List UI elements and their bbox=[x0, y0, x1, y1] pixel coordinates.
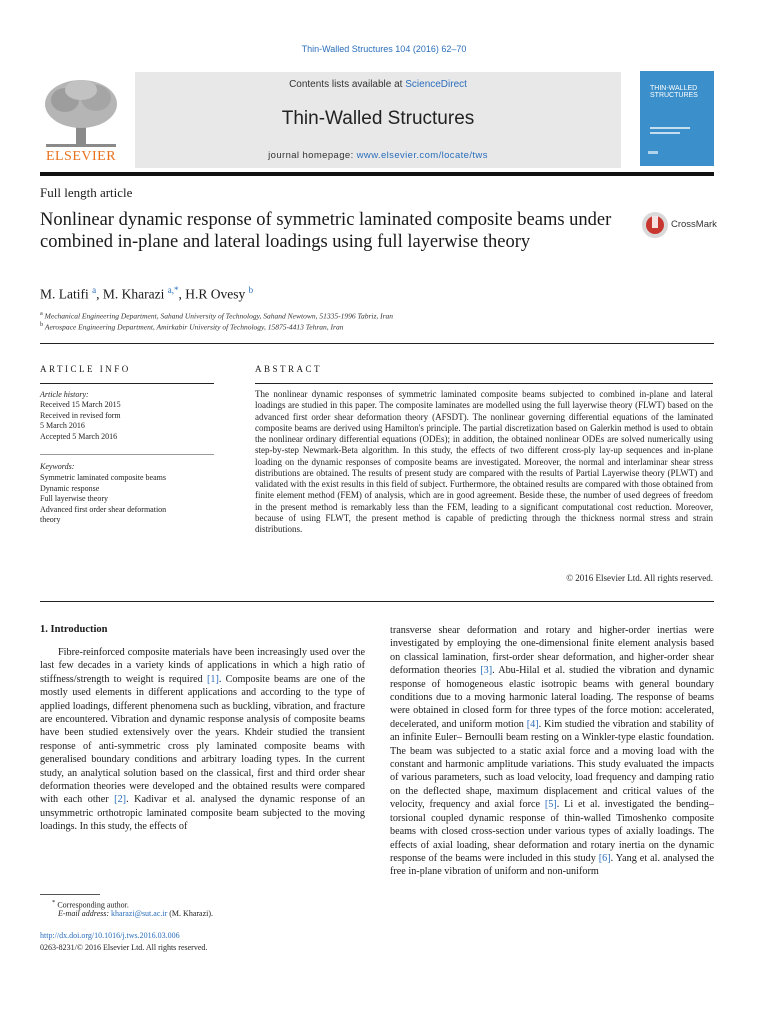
email-note bbox=[58, 909, 213, 918]
divider bbox=[40, 383, 214, 384]
keyword: Dynamic response bbox=[40, 483, 100, 493]
affiliation-text: Mechanical Engineering Department, Sahand University of Technology, Sahand Newtown, 51335-1996 Tabriz, Iran bbox=[44, 311, 394, 321]
sciencedirect-link[interactable]: ScienceDirect bbox=[405, 79, 467, 90]
article-title: Nonlinear dynamic response of symmetric laminated composite beams under combined in-plane and lateral loadings using full layerwise theory bbox=[40, 210, 612, 252]
divider bbox=[40, 454, 214, 455]
reference-link[interactable]: [2] bbox=[114, 794, 127, 806]
history-label: Article history: bbox=[40, 390, 89, 399]
section-heading: 1. Introduction bbox=[40, 624, 108, 635]
affiliation bbox=[40, 310, 393, 321]
article-type: Full length article bbox=[40, 185, 133, 200]
affiliation-mark: b bbox=[40, 321, 44, 328]
journal-name: Thin-Walled Structures bbox=[281, 108, 475, 129]
article-info-heading: ARTICLE INFO bbox=[40, 364, 131, 374]
divider bbox=[255, 383, 713, 384]
author-affiliation-mark[interactable]: a,* bbox=[167, 285, 179, 295]
journal-citation[interactable]: Thin-Walled Structures 104 (2016) 62–70 bbox=[301, 44, 467, 54]
author-name[interactable]: M. Latifi bbox=[40, 286, 89, 302]
keyword: Full layerwise theory bbox=[40, 494, 108, 503]
keyword: theory bbox=[40, 515, 61, 524]
history-item: Accepted 5 March 2016 bbox=[40, 431, 118, 441]
abstract-heading: ABSTRACT bbox=[255, 364, 323, 374]
contents-line bbox=[135, 79, 621, 90]
keywords-label: Keywords: bbox=[40, 462, 75, 471]
email-suffix: (M. Kharazi). bbox=[167, 909, 214, 918]
homepage-prefix: journal homepage: bbox=[268, 150, 357, 161]
affiliation bbox=[40, 321, 343, 332]
body-text: Fibre-reinforced composite materials have been increasingly used over the last few decades in a variety kinds of applications in which a high ratio of stiffness/strength to weight is required bbox=[40, 647, 365, 685]
author-affiliation-mark[interactable]: a bbox=[92, 285, 97, 295]
corresponding-label: Corresponding author. bbox=[57, 900, 129, 910]
crossmark-label: CrossMark bbox=[671, 219, 717, 230]
journal-cover-thumbnail[interactable] bbox=[640, 71, 714, 166]
cover-logo-mark bbox=[648, 151, 658, 154]
reference-link[interactable]: [1] bbox=[206, 673, 219, 685]
publisher-name: ELSEVIER bbox=[45, 149, 117, 164]
author-list: M. Latifi $^a$, M. Kharazi $^{a,*}$, H.R Ovesy $^b$ bbox=[40, 285, 254, 302]
intro-left-column bbox=[40, 646, 365, 834]
history-item: 5 March 2016 bbox=[40, 421, 85, 430]
crossmark-icon bbox=[640, 210, 670, 240]
history-item: Received in revised form bbox=[40, 410, 121, 420]
author-affiliation-mark[interactable]: b bbox=[248, 285, 254, 295]
body-text: . Kim studied the vibration and stability of an infinite Euler– Bernoulli beam resting on a Winkler-type elastic foundation. The beam was subjected to a static axial force and a moving load with the constant and harmonic amplitude variations. This study evaluated the impacts of various parameters, such as load velocity, load frequency and damping ratio on the deflected shape, maximum displacement and critical values of the velocity, frequency and axial force bbox=[390, 718, 714, 811]
author-name[interactable]: H.R Ovesy bbox=[185, 286, 246, 302]
divider bbox=[40, 343, 714, 344]
keyword: Symmetric laminated composite beams bbox=[40, 473, 166, 482]
body-text: transverse shear deformation and rotary and higher-order inertias were investigated by employing the one-dimensional finite element analysis based on classical lamination, first-order shear deformation, and higher-order shear deformation theories bbox=[390, 625, 714, 677]
body-text: . Composite beams are one of the mostly used elements in different applications and according to the type of applied loadings, different phenomena such as buckling, vibration, and fracture are encountered. Vibration and dynamic response analysis of composite beams have been studied extensively over the years. Khdeir studied the transient response of anti-symmetric cross ply laminated composite beams with generalised boundary conditions and arbitrary loading types. In the current study, an analytical solution based on the classical, first and third order shear deformation theories were developed and the obtained results were compared with each other bbox=[40, 673, 365, 806]
abstract-text: The nonlinear dynamic responses of symmetric laminated composite beams subjected to combined in-plane and lateral loadings are studied in this paper. The composite laminates are modelled using the full layerwise theory (FLWT) based on the advanced first order shear deformation theory (AFSDT). The nonlinear governing differential equations of the laminated composite beams are derived using Hamilton's principle. The partial discretization based on Galerkin method is used to obtain the nonlinear ordinary differential equations (ODEs); in addition, the obtained nonlinear ODEs are solved numerically using step-by-step Newmark-Beta algorithm. In this study, the effects of two different cross-ply lay-up sequences and in-plane loading on the dynamic responses of composite beams are investigated. Moreover, the normal and interlaminar shear stress distributions are obtained. The results of present study are compared with the results of Partial Layerwise theory (PLWT) and validated with the exist results in this field of subject. Furthermore, the obtained results are compared with those obtained from finite element method (FEM) of analysis, which are in good agreement. Beside these, the number of used degrees of freedom in the present method is remarkably less than the FEM, leading to a significant computational cost reduction. Moreover, because of using FLWT, the present method is capable of predicting through the thickness normal stress and strain distributions. bbox=[255, 389, 713, 534]
elsevier-logo bbox=[40, 76, 122, 168]
body-text: . Kadivar et al. analysed the dynamic response of an unsymmetric orthotropic laminated composite beam subjected to the moving loadings. In this study, the effects of bbox=[40, 794, 365, 833]
reference-link[interactable]: [5] bbox=[544, 799, 557, 811]
homepage-link[interactable]: www.elsevier.com/locate/tws bbox=[356, 150, 488, 161]
footnote-mark: * bbox=[52, 899, 56, 906]
header-rule bbox=[40, 172, 714, 176]
intro-right-column bbox=[390, 624, 714, 879]
reference-link[interactable]: [6] bbox=[598, 852, 611, 864]
doi-link[interactable]: http://dx.doi.org/10.1016/j.tws.2016.03.006 bbox=[40, 931, 180, 940]
copyright: © 2016 Elsevier Ltd. All rights reserved. bbox=[566, 573, 713, 583]
body-text: . Li et al. investigated the bending–torsional coupled dynamic response of thin-walled Timoshenko composite beams with closed cross-section under various types of axially loadings. The effects of axial loading, shear deformation and rotary inertia on the dynamic response of the beams were included in this study bbox=[390, 799, 714, 864]
keyword: Advanced first order shear deformation bbox=[40, 504, 167, 514]
issn-line: 0263-8231/© 2016 Elsevier Ltd. All rights reserved. bbox=[40, 943, 208, 952]
cover-title: THIN-WALLED STRUCTURES bbox=[650, 85, 698, 99]
email-label: E-mail address: bbox=[58, 909, 112, 918]
cover-line bbox=[650, 127, 690, 129]
body-text: . Abu-Hilal et al. studied the vibration and dynamic response of homogeneous elastic isotropic beams with general boundary conditions due to a moving harmonic lateral loading. The response of beams were obtained in closed form for three types of the force motion: accelerated, decelerated, and uniform motion bbox=[390, 665, 714, 730]
journal-homepage bbox=[135, 150, 621, 161]
history-item: Received 15 March 2015 bbox=[40, 400, 121, 409]
reference-link[interactable]: [4] bbox=[526, 718, 539, 730]
divider bbox=[40, 601, 714, 602]
cover-line bbox=[650, 132, 680, 134]
email-link[interactable]: kharazi@sut.ac.ir bbox=[111, 909, 168, 918]
body-text: . Yang et al. analysed the free in-plane vibration of uniform and non-uniform bbox=[390, 852, 714, 878]
footnote-rule bbox=[40, 894, 100, 895]
crossmark-badge[interactable] bbox=[640, 210, 716, 240]
contents-prefix: Contents lists available at bbox=[289, 79, 406, 90]
reference-link[interactable]: [3] bbox=[480, 665, 493, 677]
author-name[interactable]: M. Kharazi bbox=[102, 286, 165, 302]
affiliation-text: Aerospace Engineering Department, Amirkabir University of Technology, 15875-4413 Tehran, Iran bbox=[44, 322, 344, 332]
affiliation-mark: a bbox=[40, 310, 43, 317]
